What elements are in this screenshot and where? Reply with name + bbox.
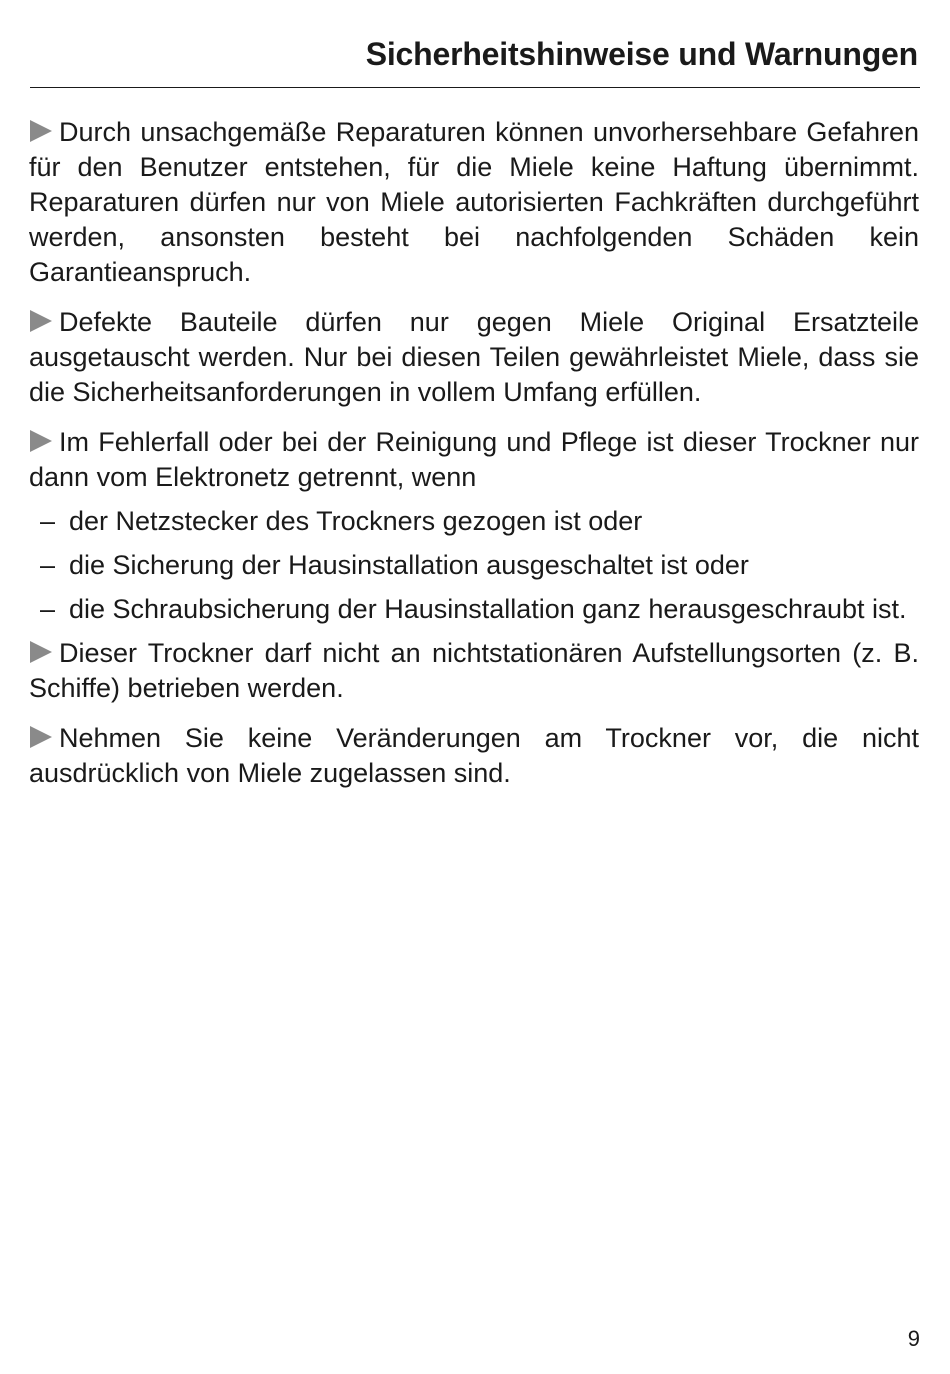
arrow-bullet-icon xyxy=(29,638,53,662)
safety-paragraph xyxy=(29,425,919,495)
safety-paragraph xyxy=(29,636,919,706)
list-item xyxy=(29,548,919,583)
page-title: Sicherheitshinweise und Warnungen xyxy=(365,36,918,72)
safety-content xyxy=(29,115,919,806)
arrow-bullet-icon xyxy=(29,307,53,331)
paragraph-text: Im Fehlerfall oder bei der Reinigung und Pflege ist dieser Trockner nur dann vom Elektronetz getrennt, wenn xyxy=(29,427,919,492)
list-item xyxy=(29,592,919,627)
page-number: 9 xyxy=(907,1326,920,1351)
list-item xyxy=(29,504,919,539)
dash-marker: – xyxy=(40,506,56,536)
safety-paragraph xyxy=(29,115,919,290)
arrow-bullet-icon xyxy=(29,723,53,747)
condition-list xyxy=(29,504,919,627)
paragraph-text: Defekte Bauteile dürfen nur gegen Miele Original Ersatzteile ausgetauscht werden. Nur bei diesen Teilen gewährleistet Miele, dass sie die Sicherheitsanforderungen in vollem Umfang erfüllen. xyxy=(29,307,919,407)
paragraph-text: Dieser Trockner darf nicht an nichtstationären Aufstellungsorten (z. B. Schiffe) betrieben werden. xyxy=(29,638,919,703)
arrow-bullet-icon xyxy=(29,427,53,451)
safety-paragraph xyxy=(29,305,919,410)
dash-marker: – xyxy=(40,594,56,624)
page-header xyxy=(30,0,920,88)
safety-paragraph xyxy=(29,721,919,791)
list-item-text: die Sicherung der Hausinstallation ausgeschaltet ist oder xyxy=(69,550,749,580)
list-item-text: der Netzstecker des Trockners gezogen ist oder xyxy=(69,506,643,536)
list-item-text: die Schraubsicherung der Hausinstallation ganz herausgeschraubt ist. xyxy=(69,594,907,624)
arrow-bullet-icon xyxy=(29,117,53,141)
paragraph-text: Durch unsachgemäße Reparaturen können unvorhersehbare Gefahren für den Benutzer entstehen, für die Miele keine Haftung übernimmt. Reparaturen dürfen nur von Miele autorisierten Fachkräften durchgeführt werden, ansonsten besteht bei nachfolgenden Schäden kein Garantieanspruch. xyxy=(29,117,919,287)
dash-marker: – xyxy=(40,550,56,580)
paragraph-text: Nehmen Sie keine Veränderungen am Trockner vor, die nicht ausdrücklich von Miele zugelassen sind. xyxy=(29,723,919,788)
